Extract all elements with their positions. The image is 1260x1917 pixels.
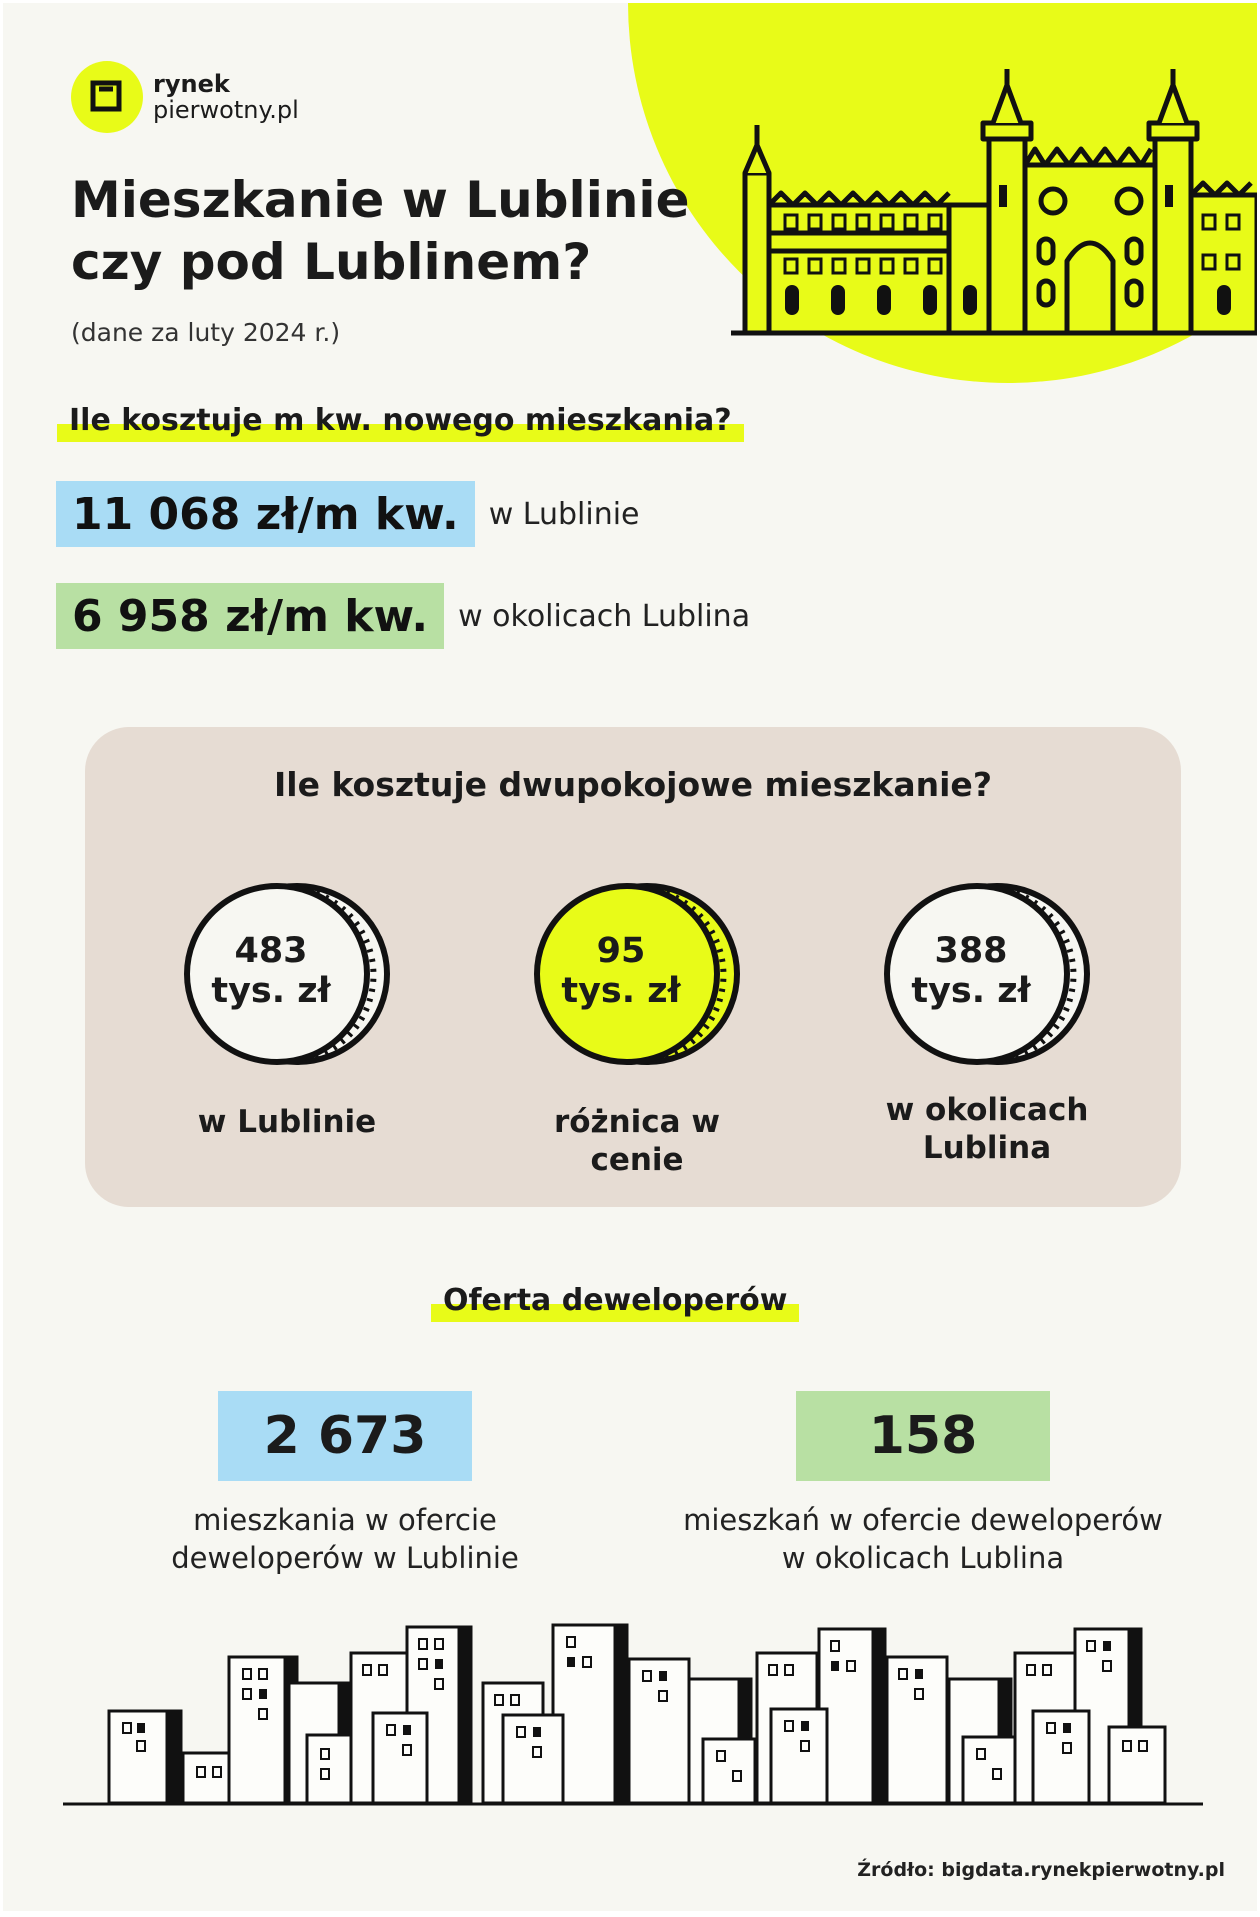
coin-icon bbox=[181, 879, 393, 1069]
offer-heading-text: Oferta deweloperów bbox=[443, 1283, 788, 1318]
price-value: 6 958 zł/m kw. bbox=[56, 583, 444, 649]
coin-caption: w okolicach Lublina bbox=[885, 1092, 1089, 1166]
lublin-castle-icon bbox=[731, 65, 1257, 345]
logo-line2: pierwotny.pl bbox=[153, 96, 299, 124]
coin-difference bbox=[507, 879, 767, 1179]
logo-text bbox=[153, 71, 299, 123]
two-room-panel bbox=[85, 727, 1181, 1207]
page-subtitle: (dane za luty 2024 r.) bbox=[71, 318, 341, 347]
page-title: Mieszkanie w Lublinie czy pod Lublinem? bbox=[71, 171, 690, 291]
city-skyline-icon bbox=[63, 1623, 1203, 1823]
coin-amount: 388 bbox=[934, 931, 1008, 971]
stat-value: 2 673 bbox=[218, 1391, 472, 1481]
coin-amount: 483 bbox=[234, 931, 308, 971]
price-label: w okolicach Lublina bbox=[458, 598, 751, 634]
offer-heading bbox=[443, 1283, 787, 1318]
stat-value: 158 bbox=[796, 1391, 1050, 1481]
infographic bbox=[3, 3, 1257, 1911]
price-label: w Lublinie bbox=[488, 496, 640, 532]
coin-caption: w Lublinie bbox=[197, 1104, 377, 1140]
source-note: Źródło: bigdata.rynekpierwotny.pl bbox=[857, 1859, 1225, 1881]
coin-unit: tys. zł bbox=[211, 971, 331, 1011]
coin-caption: różnica w cenie bbox=[553, 1104, 721, 1178]
logo-square-icon bbox=[71, 61, 143, 133]
coin-icon bbox=[881, 879, 1093, 1069]
price-row-outskirts bbox=[56, 583, 750, 649]
rynekpierwotny-logo bbox=[71, 61, 299, 133]
coin-amount: 95 bbox=[596, 931, 646, 971]
stat-label: mieszkania w ofercie deweloperów w Lublinie bbox=[171, 1503, 519, 1575]
stat-label: mieszkań w ofercie deweloperów w okolicach Lublina bbox=[683, 1503, 1163, 1575]
coin-lublin bbox=[157, 879, 417, 1141]
coin-unit: tys. zł bbox=[561, 971, 681, 1011]
stat-lublin bbox=[85, 1391, 605, 1577]
price-value: 11 068 zł/m kw. bbox=[56, 481, 475, 547]
sqm-heading bbox=[69, 403, 732, 438]
coin-icon bbox=[531, 879, 743, 1069]
two-room-heading: Ile kosztuje dwupokojowe mieszkanie? bbox=[274, 765, 992, 804]
logo-line1: rynek bbox=[153, 70, 230, 98]
stat-outskirts bbox=[663, 1391, 1183, 1577]
price-row-lublin bbox=[56, 481, 640, 547]
coin-outskirts bbox=[857, 879, 1117, 1167]
coin-unit: tys. zł bbox=[911, 971, 1031, 1011]
sqm-heading-text: Ile kosztuje m kw. nowego mieszkania? bbox=[69, 403, 732, 438]
